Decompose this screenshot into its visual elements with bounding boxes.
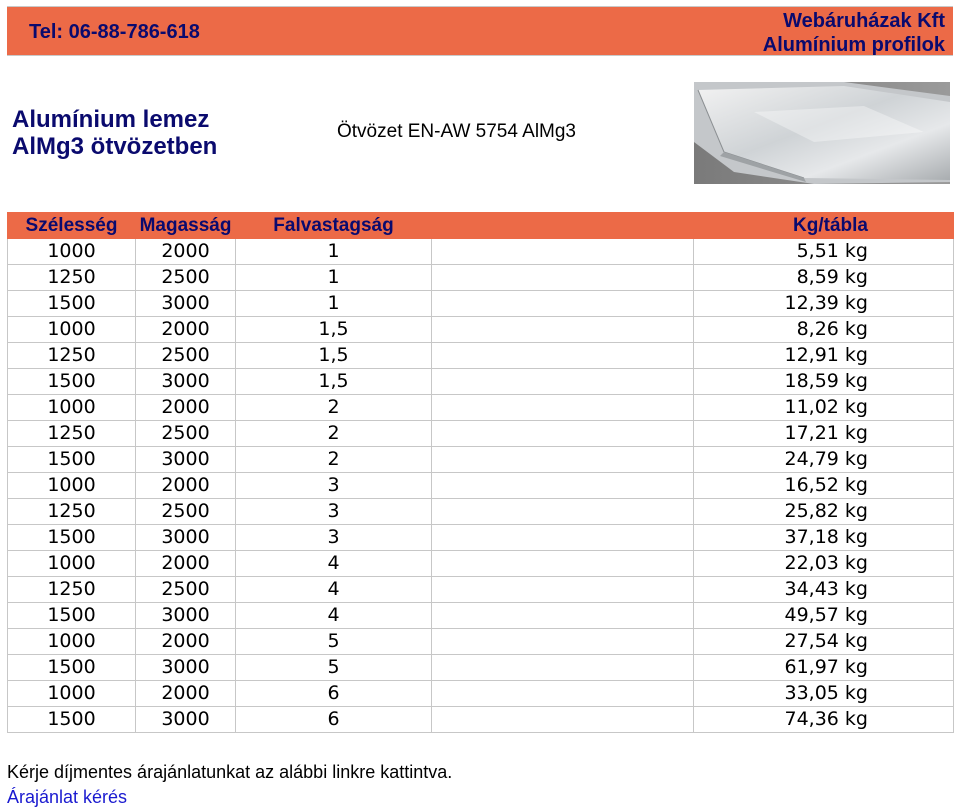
cell-width: 1000 (8, 551, 136, 577)
cell-blank (432, 395, 694, 421)
cell-blank (432, 551, 694, 577)
title-line-1: Alumínium lemez (12, 106, 210, 133)
col-thickness-header: Falvastagság (236, 213, 432, 239)
table-row (8, 655, 954, 681)
cell-weight: 37,18 kg (694, 525, 954, 551)
cell-blank (432, 473, 694, 499)
cell-thickness: 5 (236, 655, 432, 681)
table-header-row (8, 213, 954, 239)
cell-weight: 8,59 kg (694, 265, 954, 291)
cell-blank (432, 343, 694, 369)
cell-thickness: 6 (236, 707, 432, 733)
cell-blank (432, 707, 694, 733)
cell-weight: 22,03 kg (694, 551, 954, 577)
footer-text: Kérje díjmentes árajánlatunkat az alábbi linkre kattintva. (7, 762, 453, 782)
table-row (8, 343, 954, 369)
cell-weight: 34,43 kg (694, 577, 954, 603)
cell-width: 1000 (8, 317, 136, 343)
cell-thickness: 3 (236, 499, 432, 525)
cell-weight: 16,52 kg (694, 473, 954, 499)
cell-width: 1250 (8, 343, 136, 369)
col-weight-header: Kg/tábla (694, 213, 954, 239)
cell-height: 2000 (136, 239, 236, 265)
cell-width: 1500 (8, 655, 136, 681)
cell-blank (432, 603, 694, 629)
cell-thickness: 1,5 (236, 369, 432, 395)
cell-height: 2000 (136, 473, 236, 499)
cell-width: 1500 (8, 291, 136, 317)
cell-thickness: 2 (236, 447, 432, 473)
table-row (8, 551, 954, 577)
table-row (8, 239, 954, 265)
cell-thickness: 2 (236, 421, 432, 447)
cell-blank (432, 681, 694, 707)
table-row (8, 447, 954, 473)
cell-weight: 12,39 kg (694, 291, 954, 317)
cell-height: 2000 (136, 551, 236, 577)
cell-thickness: 1,5 (236, 317, 432, 343)
cell-weight: 27,54 kg (694, 629, 954, 655)
cell-weight: 8,26 kg (694, 317, 954, 343)
cell-width: 1000 (8, 629, 136, 655)
cell-width: 1500 (8, 447, 136, 473)
cell-thickness: 4 (236, 551, 432, 577)
company-name: Webáruházak Kft (783, 10, 945, 32)
alloy-label: Ötvözet EN-AW 5754 AlMg3 (337, 121, 577, 142)
cell-blank (432, 655, 694, 681)
cell-blank (432, 525, 694, 551)
cell-width: 1500 (8, 369, 136, 395)
cell-blank (432, 577, 694, 603)
cell-width: 1250 (8, 577, 136, 603)
cell-blank (432, 421, 694, 447)
table-row (8, 291, 954, 317)
cell-height: 2500 (136, 343, 236, 369)
col-blank-header (432, 213, 694, 239)
cell-width: 1250 (8, 421, 136, 447)
product-photo (694, 82, 950, 184)
cell-weight: 49,57 kg (694, 603, 954, 629)
cell-thickness: 2 (236, 395, 432, 421)
cell-blank (432, 499, 694, 525)
cell-width: 1500 (8, 525, 136, 551)
cell-blank (432, 239, 694, 265)
cell-weight: 61,97 kg (694, 655, 954, 681)
price-table (7, 212, 954, 733)
cell-weight: 74,36 kg (694, 707, 954, 733)
cell-blank (432, 629, 694, 655)
cell-width: 1500 (8, 603, 136, 629)
table-row (8, 473, 954, 499)
cell-weight: 33,05 kg (694, 681, 954, 707)
cell-weight: 18,59 kg (694, 369, 954, 395)
cell-width: 1250 (8, 265, 136, 291)
cell-weight: 17,21 kg (694, 421, 954, 447)
page-title (12, 106, 217, 160)
cell-height: 3000 (136, 707, 236, 733)
cell-width: 1000 (8, 681, 136, 707)
cell-height: 3000 (136, 655, 236, 681)
cell-height: 2500 (136, 265, 236, 291)
table-row (8, 265, 954, 291)
table-row (8, 499, 954, 525)
cell-weight: 24,79 kg (694, 447, 954, 473)
table-row (8, 369, 954, 395)
header-bar (7, 6, 953, 56)
category-name: Alumínium profilok (762, 34, 945, 56)
cell-weight: 11,02 kg (694, 395, 954, 421)
cell-height: 3000 (136, 291, 236, 317)
cell-height: 2000 (136, 681, 236, 707)
cell-blank (432, 447, 694, 473)
cell-width: 1000 (8, 239, 136, 265)
cell-thickness: 4 (236, 603, 432, 629)
cell-weight: 25,82 kg (694, 499, 954, 525)
header-right (763, 9, 945, 57)
table-row (8, 577, 954, 603)
table-row (8, 421, 954, 447)
cell-thickness: 1 (236, 239, 432, 265)
cell-blank (432, 291, 694, 317)
cell-blank (432, 369, 694, 395)
cell-weight: 5,51 kg (694, 239, 954, 265)
cell-width: 1250 (8, 499, 136, 525)
cell-thickness: 1,5 (236, 343, 432, 369)
cell-thickness: 3 (236, 525, 432, 551)
cell-thickness: 4 (236, 577, 432, 603)
table-row (8, 525, 954, 551)
cell-thickness: 1 (236, 265, 432, 291)
cell-width: 1000 (8, 473, 136, 499)
table-row (8, 395, 954, 421)
table-row (8, 603, 954, 629)
quote-request-link[interactable]: Árajánlat kérés (7, 787, 128, 807)
cell-thickness: 5 (236, 629, 432, 655)
phone-number: Tel: 06-88-786-618 (29, 21, 200, 43)
title-line-2: AlMg3 ötvözetben (12, 133, 218, 160)
table-row (8, 317, 954, 343)
table-row (8, 629, 954, 655)
cell-thickness: 3 (236, 473, 432, 499)
cell-thickness: 6 (236, 681, 432, 707)
cell-height: 2000 (136, 629, 236, 655)
cell-height: 2500 (136, 499, 236, 525)
col-width-header: Szélesség (8, 213, 136, 239)
cell-height: 2000 (136, 395, 236, 421)
cell-blank (432, 317, 694, 343)
col-height-header: Magasság (136, 213, 236, 239)
cell-height: 3000 (136, 447, 236, 473)
cell-width: 1500 (8, 707, 136, 733)
cell-height: 2000 (136, 317, 236, 343)
table-row (8, 681, 954, 707)
cell-height: 2500 (136, 577, 236, 603)
cell-height: 3000 (136, 369, 236, 395)
cell-weight: 12,91 kg (694, 343, 954, 369)
table-row (8, 707, 954, 733)
cell-blank (432, 265, 694, 291)
cell-height: 3000 (136, 525, 236, 551)
cell-width: 1000 (8, 395, 136, 421)
cell-thickness: 1 (236, 291, 432, 317)
cell-height: 3000 (136, 603, 236, 629)
cell-height: 2500 (136, 421, 236, 447)
